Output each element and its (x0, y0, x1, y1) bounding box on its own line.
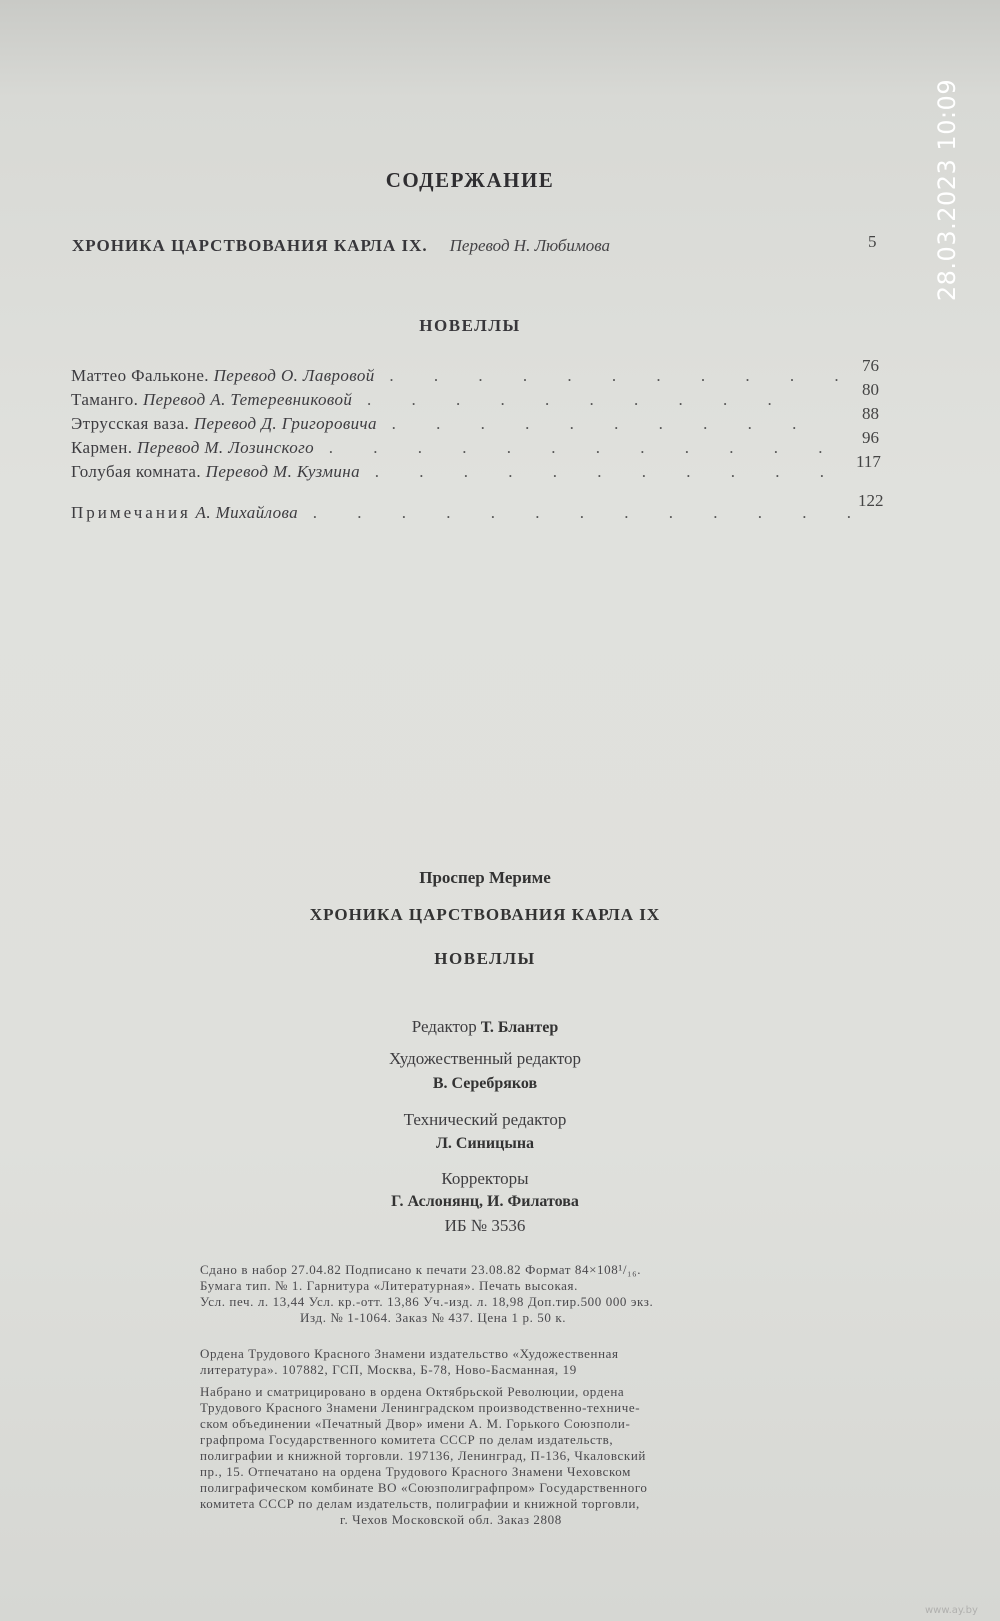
art-editor-name: В. Серебряков (432, 1075, 538, 1092)
toc-item-page: 76 (862, 356, 879, 375)
toc-item (71, 390, 790, 410)
toc-item-translation: Перевод М. Лозинского (137, 438, 315, 457)
toc-notes-title: Примечания (71, 503, 191, 522)
toc-item-page: 88 (862, 404, 879, 423)
toc-item-translation: Перевод М. Кузмина (205, 462, 361, 481)
imprint-line: Усл. печ. л. 13,44 Усл. кр.-отт. 13,86 Уч.-изд. л. 18,98 Доп.тир.500 000 экз. (200, 1294, 654, 1309)
correctors-names: Г. Аслонянц, И. Филатова (391, 1193, 579, 1210)
toc-chronicle-translation: Перевод Н. Любимова (449, 236, 611, 255)
colophon-subtitle: НОВЕЛЛЫ (434, 949, 536, 968)
site-watermark: www.ay.by (925, 1605, 978, 1616)
colophon-author: Проспер Мериме (419, 868, 551, 887)
tech-editor-role: Технический редактор (403, 1110, 567, 1129)
toc-item (71, 414, 814, 434)
editor-line (0, 1017, 970, 1037)
novellas-heading: НОВЕЛЛЫ (419, 316, 521, 335)
imprint-line: Изд. № 1-1064. Заказ № 437. Цена 1 р. 50 к. (300, 1310, 567, 1325)
toc-chronicle-page: 5 (868, 232, 877, 251)
toc-leader-dots: . . . . . . . . . . . . (328, 438, 841, 457)
toc-item-title: Этрусская ваза. (71, 414, 190, 433)
photo-timestamp (927, 40, 967, 340)
toc-item (71, 366, 857, 386)
colophon-title: ХРОНИКА ЦАРСТВОВАНИЯ КАРЛА IX (309, 905, 661, 924)
toc-leader-dots: . . . . . . . . . . (391, 414, 815, 433)
toc-item-translation: Перевод А. Тетеревниковой (142, 390, 353, 409)
toc-notes-entry (71, 503, 869, 523)
toc-chronicle-title: ХРОНИКА ЦАРСТВОВАНИЯ КАРЛА IX. (72, 236, 428, 255)
editor-role: Редактор (411, 1017, 477, 1036)
toc-item-title: Кармен. (71, 438, 133, 457)
tech-editor-name: Л. Синицына (435, 1135, 535, 1152)
toc-item-title: Маттео Фальконе. (71, 366, 209, 385)
imprint-line: литература». 107882, ГСП, Москва, Б-78, Ново-Басманная, 19 (200, 1362, 577, 1377)
imprint-line: Трудового Красного Знамени Ленинградском производственно-техниче- (200, 1400, 641, 1415)
toc-notes-author: А. Михайлова (195, 503, 299, 522)
art-editor-role: Художественный редактор (388, 1049, 582, 1068)
toc-item-translation: Перевод Д. Григоровича (193, 414, 377, 433)
ib-number: ИБ № 3536 (444, 1216, 526, 1235)
imprint-line: полиграфии и книжной торговли. 197136, Ленинград, П-136, Чкаловский (200, 1448, 646, 1463)
imprint-publisher (200, 1346, 800, 1378)
timestamp-text: 28.03.2023 10:09 (933, 78, 961, 302)
toc-item-page: 96 (862, 428, 879, 447)
imprint-printer (200, 1384, 800, 1528)
toc-item (71, 462, 842, 482)
correctors-role: Корректоры (441, 1169, 529, 1188)
toc-item-title: Голубая комната. (71, 462, 201, 481)
toc-notes-page: 122 (858, 491, 884, 510)
imprint-line: г. Чехов Московской обл. Заказ 2808 (340, 1512, 562, 1527)
toc-item-title: Таманго. (71, 390, 139, 409)
toc-item-page: 117 (856, 452, 881, 471)
imprint-print-data (200, 1262, 800, 1326)
contents-heading: СОДЕРЖАНИЕ (385, 168, 555, 192)
imprint-line: Бумага тип. № 1. Гарнитура «Литературная». Печать высокая. (200, 1278, 578, 1293)
toc-chronicle-entry (72, 236, 610, 256)
toc-item-page: 80 (862, 380, 879, 399)
imprint-line: полиграфическом комбинате ВО «Союзполиграфпром» Государственного (200, 1480, 648, 1495)
imprint-line: комитета СССР по делам издательств, полиграфии и книжной торговли, (200, 1496, 640, 1511)
imprint-line: Набрано и сматрицировано в ордена Октябрьской Революции, ордена (200, 1384, 625, 1399)
imprint-line: Ордена Трудового Красного Знамени издательство «Художественная (200, 1346, 619, 1361)
imprint-line: Сдано в набор 27.04.82 Подписано к печати 23.08.82 Формат 84×108¹/₁₆. (200, 1262, 642, 1277)
imprint-line: пр., 15. Отпечатано на ордена Трудового Красного Знамени Чеховском (200, 1464, 631, 1479)
toc-leader-dots: . . . . . . . . . . . . . (312, 503, 869, 522)
toc-leader-dots: . . . . . . . . . . (366, 390, 790, 409)
imprint-line: ском объединении «Печатный Двор» имени А. М. Горького Союзполи- (200, 1416, 631, 1431)
imprint-line: графпрома Государственного комитета СССР по делам издательств, (200, 1432, 614, 1447)
toc-item-translation: Перевод О. Лавровой (213, 366, 375, 385)
toc-leader-dots: . . . . . . . . . . . (389, 366, 857, 385)
toc-leader-dots: . . . . . . . . . . . (374, 462, 842, 481)
toc-item (71, 438, 840, 458)
editor-name: Т. Блантер (480, 1019, 559, 1036)
